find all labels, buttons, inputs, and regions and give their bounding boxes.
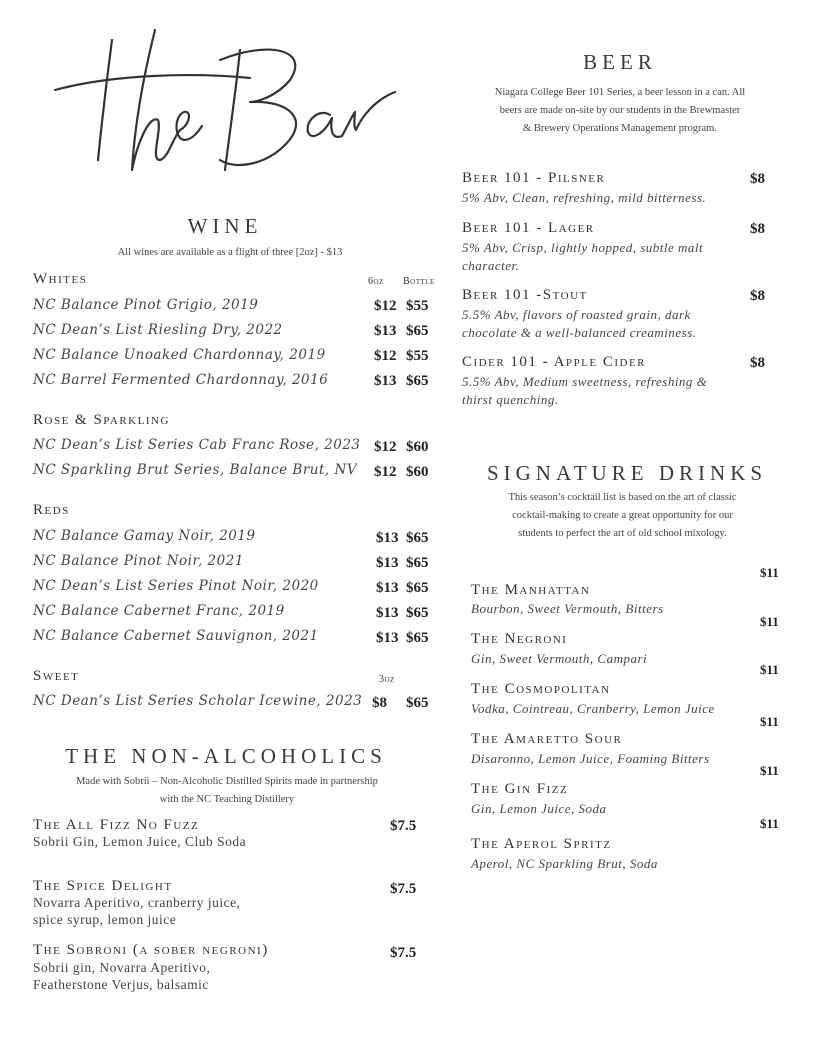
beer-item-price: $8: [750, 221, 765, 237]
nonalc-item-desc: Sobrii gin, Novarra Aperitivo,: [33, 960, 211, 975]
wine-item-name: NC Dean’s List Series Cab Franc Rose, 2023: [33, 437, 361, 453]
wine-item-bottle: $65: [406, 630, 429, 646]
wine-item-name: NC Dean’s List Series Scholar Icewine, 2023: [33, 693, 363, 709]
wine-item-bottle: $65: [406, 373, 429, 389]
nonalc-item-price: $7.5: [390, 881, 417, 897]
wine-item-name: NC Balance Gamay Noir, 2019: [33, 528, 256, 544]
signature-item-price: $11: [760, 816, 779, 831]
col-6oz: 6oz: [368, 276, 384, 287]
beer-item-price: $8: [750, 288, 765, 304]
nonalc-item-desc: Featherstone Verjus, balsamic: [33, 977, 209, 992]
the-bar-logo: [50, 20, 410, 190]
beer-item-desc: 5% Abv, Crisp, lightly hopped, subtle malt: [462, 240, 704, 255]
wine-item-name: NC Dean’s List Riesling Dry, 2022: [33, 322, 283, 338]
logo-text: the Bar: [50, 20, 54, 21]
wine-item-bottle: $65: [406, 530, 429, 546]
wine-item-glass: $13: [374, 323, 397, 339]
beer-item-desc: 5.5% Abv, Medium sweetness, refreshing &: [462, 374, 708, 389]
wine-item-glass: $12: [374, 348, 397, 364]
wine-item-glass: $13: [376, 555, 399, 571]
signature-item-price: $11: [760, 714, 779, 729]
beer-item-name: Cider 101 - Apple Cider: [462, 354, 647, 370]
wine-item-bottle: $65: [406, 580, 429, 596]
wine-item-name: NC Balance Cabernet Sauvignon, 2021: [33, 628, 319, 644]
reds-heading: Reds: [33, 502, 70, 518]
signature-title: SIGNATURE DRINKS: [486, 461, 768, 485]
signature-item-desc: Bourbon, Sweet Vermouth, Bitters: [471, 601, 664, 616]
wine-item-name: NC Balance Unoaked Chardonnay, 2019: [33, 347, 326, 363]
nonalc-item-name: The Spice Delight: [33, 878, 173, 894]
col-3oz: 3oz: [379, 674, 395, 685]
nonalc-item-price: $7.5: [390, 818, 417, 834]
beer-title: BEER: [583, 50, 657, 74]
signature-item-name: The Amaretto Sour: [471, 731, 623, 747]
wine-item-glass: $13: [376, 530, 399, 546]
beer-note-3: & Brewery Operations Management program.: [523, 123, 717, 134]
signature-item-desc: Gin, Lemon Juice, Soda: [471, 801, 607, 816]
whites-heading: Whites: [33, 271, 88, 287]
signature-item-name: The Negroni: [471, 631, 568, 647]
nonalc-item-price: $7.5: [390, 945, 417, 961]
signature-note-1: This season’s cocktail list is based on the art of classic: [508, 492, 737, 503]
signature-item-name: The Cosmopolitan: [471, 681, 611, 697]
wine-item-glass: $13: [376, 580, 399, 596]
beer-note-1: Niagara College Beer 101 Series, a beer lesson in a can. All: [494, 87, 746, 98]
signature-note-2: cocktail-making to create a great opportunity for our: [512, 510, 733, 521]
wine-item-name: NC Dean’s List Series Pinot Noir, 2020: [33, 578, 319, 594]
nonalc-title: THE NON-ALCOHOLICS: [65, 744, 387, 768]
wine-item-bottle: $60: [406, 439, 429, 455]
signature-item-desc: Disaronno, Lemon Juice, Foaming Bitters: [471, 751, 710, 766]
signature-item-name: The Manhattan: [471, 582, 591, 598]
nonalc-item-desc: Novarra Aperitivo, cranberry juice,: [33, 895, 241, 910]
wine-item-glass: $12: [374, 439, 397, 455]
wine-item-name: NC Balance Pinot Grigio, 2019: [33, 297, 259, 313]
beer-item-desc: thirst quenching.: [462, 392, 559, 407]
beer-item-name: Beer 101 - Lager: [462, 220, 595, 236]
nonalc-item-name: The Sobroni (a sober negroni): [33, 942, 269, 958]
sweet-heading: Sweet: [33, 668, 80, 684]
wine-item-bottle: $65: [406, 605, 429, 621]
wine-item-glass: $12: [374, 298, 397, 314]
beer-item-name: Beer 101 - Pilsner: [462, 170, 606, 186]
beer-item-price: $8: [750, 171, 765, 187]
wine-item-glass: $13: [376, 630, 399, 646]
wine-item-glass: $12: [374, 464, 397, 480]
signature-item-price: $11: [760, 763, 779, 778]
beer-item-price: $8: [750, 355, 765, 371]
signature-item-desc: Gin, Sweet Vermouth, Campari: [471, 651, 648, 666]
wine-item-bottle: $65: [406, 695, 429, 711]
signature-note-3: students to perfect the art of old school mixology.: [518, 528, 727, 539]
wine-item-bottle: $65: [406, 555, 429, 571]
nonalc-item-desc: Sobrii Gin, Lemon Juice, Club Soda: [33, 834, 247, 849]
beer-item-name: Beer 101 -Stout: [462, 287, 588, 303]
beer-note-2: beers are made on-site by our students in the Brewmaster: [499, 105, 741, 116]
wine-item-bottle: $55: [406, 298, 429, 314]
wine-item-name: NC Sparkling Brut Series, Balance Brut, NV: [33, 462, 358, 478]
nonalc-note-1: Made with Sobrii – Non-Alcoholic Distilled Spirits made in partnership: [76, 776, 378, 787]
signature-item-desc: Aperol, NC Sparkling Brut, Soda: [471, 856, 658, 871]
beer-item-desc: chocolate & a well-balanced creaminess.: [462, 325, 697, 340]
beer-item-desc: 5% Abv, Clean, refreshing, mild bitterness.: [462, 190, 707, 205]
col-bottle: Bottle: [403, 276, 435, 287]
beer-item-desc: 5.5% Abv, flavors of roasted grain, dark: [462, 307, 691, 322]
wine-item-name: NC Balance Pinot Noir, 2021: [33, 553, 244, 569]
wine-item-glass: $8: [372, 695, 387, 711]
signature-item-price: $11: [760, 662, 779, 677]
wine-item-name: NC Balance Cabernet Franc, 2019: [33, 603, 285, 619]
nonalc-item-name: The All Fizz No Fuzz: [33, 817, 200, 833]
signature-item-price: $11: [760, 565, 779, 580]
rose-heading: Rose & Sparkling: [33, 412, 170, 428]
signature-item-price: $11: [760, 614, 779, 629]
wine-item-bottle: $55: [406, 348, 429, 364]
nonalc-note-2: with the NC Teaching Distillery: [159, 794, 295, 805]
wine-item-glass: $13: [376, 605, 399, 621]
beer-item-desc: character.: [462, 258, 520, 273]
wine-item-bottle: $65: [406, 323, 429, 339]
wine-item-name: NC Barrel Fermented Chardonnay, 2016: [33, 372, 329, 388]
wine-note: All wines are available as a flight of three [2oz] - $13: [117, 247, 343, 258]
wine-item-glass: $13: [374, 373, 397, 389]
signature-item-name: The Gin Fizz: [471, 781, 569, 797]
nonalc-item-desc: spice syrup, lemon juice: [33, 912, 177, 927]
wine-item-bottle: $60: [406, 464, 429, 480]
signature-item-desc: Vodka, Cointreau, Cranberry, Lemon Juice: [471, 701, 715, 716]
wine-title: WINE: [187, 214, 263, 238]
signature-item-name: The Aperol Spritz: [471, 836, 612, 852]
